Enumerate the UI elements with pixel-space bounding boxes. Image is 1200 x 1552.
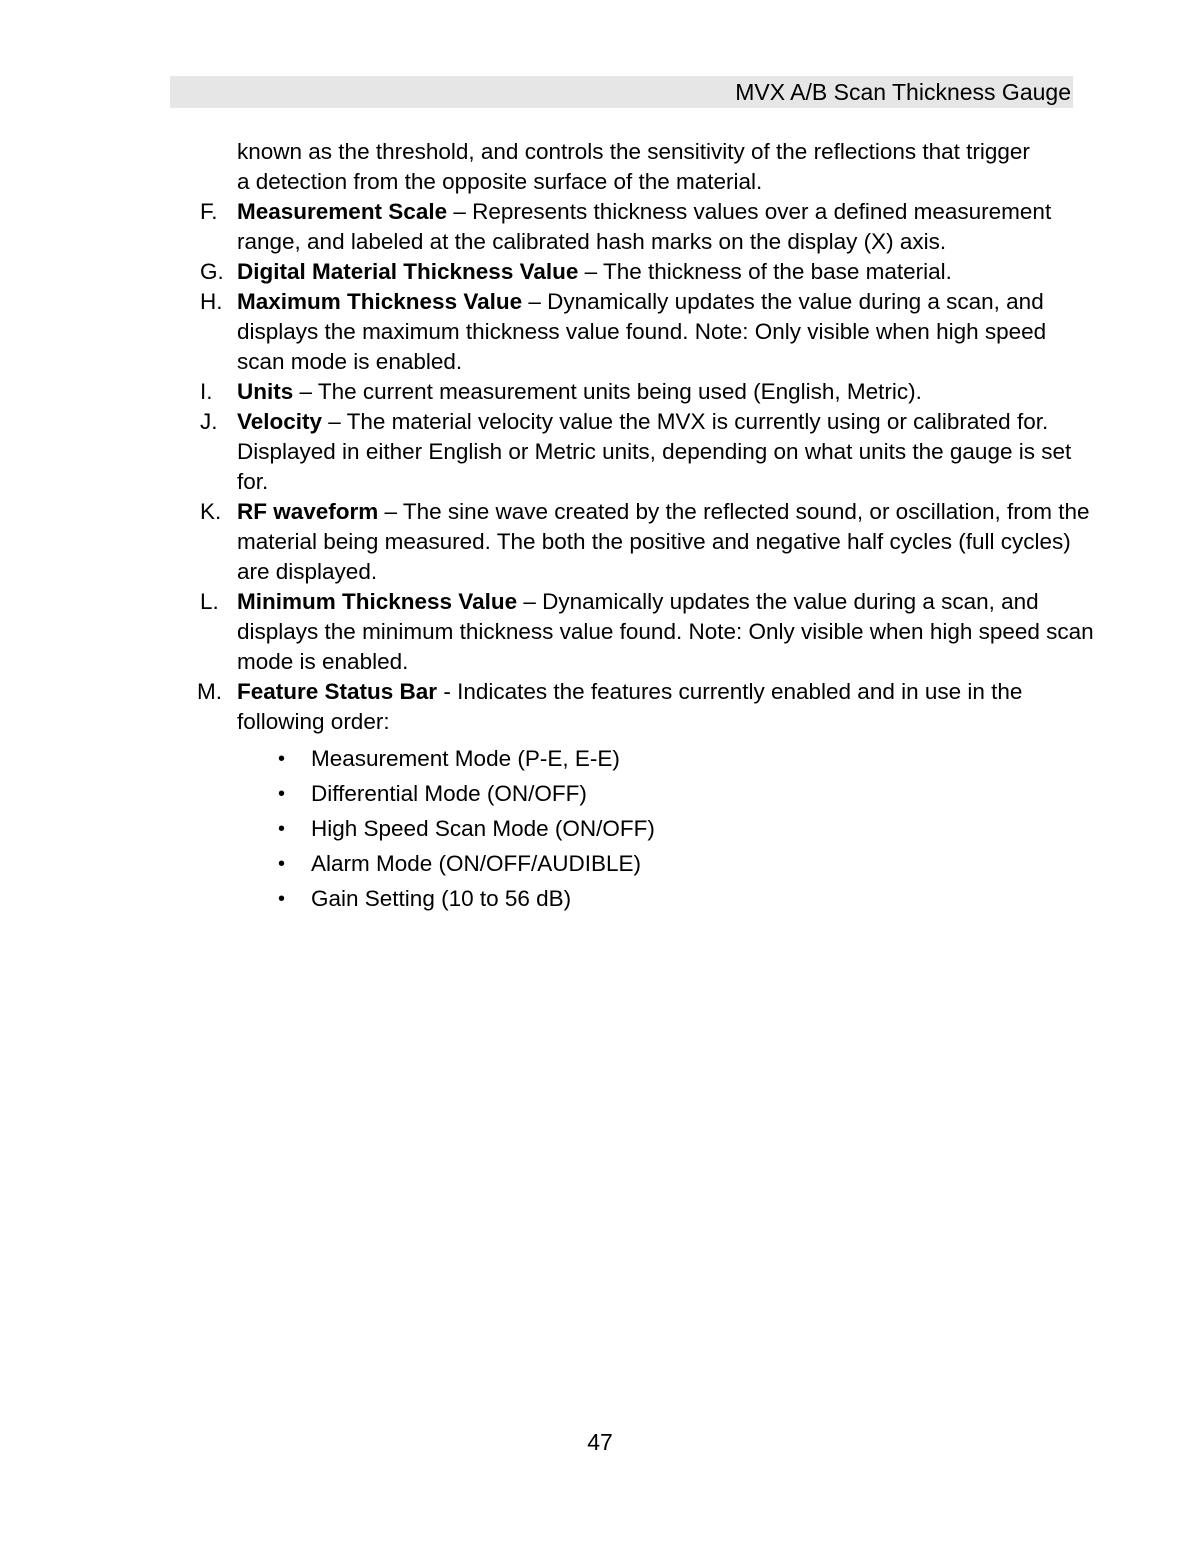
list-marker-m: M. (197, 679, 222, 704)
list-item-m-body (237, 679, 1022, 734)
list-item-g-body (237, 259, 952, 284)
list-item-k-body (237, 499, 1090, 584)
list-item-k (200, 497, 1097, 587)
list-item-l (200, 587, 1097, 677)
list-item-i-separator: – (293, 379, 318, 404)
list-marker-l: L. (200, 589, 219, 614)
bullet-label-differential-mode: Differential Mode (ON/OFF) (311, 781, 587, 806)
bullet-item-alarm-mode (278, 849, 1060, 879)
bullet-item-measurement-mode (278, 744, 1060, 774)
list-item-h-term: Maximum Thickness Value (237, 289, 523, 314)
list-item-j (200, 407, 1097, 497)
list-item-m-term: Feature Status Bar (237, 679, 438, 704)
list-item-m-description: Indicates the features currently enabled and in use in the following order: (237, 679, 1023, 734)
list-item-j-separator: – (322, 409, 347, 434)
list-marker-j: J. (200, 409, 218, 434)
list-item-l-term: Minimum Thickness Value (237, 589, 518, 614)
page-content (197, 137, 1094, 919)
list-item-f-body (237, 199, 1051, 254)
continuation-paragraph: known as the threshold, and controls the sensitivity of the reflections that trigger a detection from the opposite surface of the material. (237, 139, 1030, 194)
bullet-label-alarm-mode: Alarm Mode (ON/OFF/AUDIBLE) (311, 851, 642, 876)
list-item-j-term: Velocity (237, 409, 323, 434)
bullet-dot-icon: • (278, 853, 286, 875)
list-item-i-description: The current measurement units being used (English, Metric). (317, 379, 922, 404)
list-item-j-description: The material velocity value the MVX is currently using or calibrated for. Displayed in either English or Metric units, depending on what units the gauge is set for. (237, 409, 1072, 494)
page-number: 47 (587, 1429, 613, 1455)
bullet-item-high-speed-scan-mode (278, 814, 1060, 844)
list-item-k-term: RF waveform (237, 499, 379, 524)
feature-status-bullet-list (278, 744, 1060, 914)
list-item-h (200, 287, 1097, 377)
list-marker-h: H. (200, 289, 223, 314)
list-item-i (200, 377, 1097, 407)
list-item-l-separator: – (517, 589, 543, 614)
list-item-k-separator: – (378, 499, 403, 524)
list-item-g-description: The thickness of the base material. (603, 259, 952, 284)
list-item-g-separator: – (578, 259, 603, 284)
list-item-j-body (237, 409, 1071, 494)
list-item-i-body (237, 379, 922, 404)
bullet-dot-icon: • (278, 748, 286, 770)
list-item-f (200, 197, 1097, 257)
list-item-g (200, 257, 1097, 287)
list-item-f-description: Represents thickness values over a defined measurement range, and labeled at the calibrated hash marks on the display (X) axis. (237, 199, 1052, 254)
list-item-l-body (237, 589, 1094, 674)
list-item-m-separator: - (437, 679, 458, 704)
list-item-g-term: Digital Material Thickness Value (237, 259, 579, 284)
list-item-i-term: Units (237, 379, 294, 404)
list-item-m (197, 677, 1097, 737)
list-item-f-separator: – (447, 199, 473, 224)
page-header-band (170, 76, 1073, 108)
bullet-dot-icon: • (278, 888, 286, 910)
list-item-k-description: The sine wave created by the reflected sound, or oscillation, from the material being measured. The both the positive and negative half cycles (full cycles) are displayed. (237, 499, 1090, 584)
list-marker-g: G. (200, 259, 224, 284)
page-header-title: MVX A/B Scan Thickness Gauge (735, 78, 1071, 105)
bullet-label-measurement-mode: Measurement Mode (P-E, E-E) (311, 746, 620, 771)
list-item-l-description: Dynamically updates the value during a scan, and displays the minimum thickness value found. Note: Only visible when high speed scan mode is enabled. (237, 589, 1094, 674)
bullet-dot-icon: • (278, 783, 286, 805)
list-marker-k: K. (200, 499, 222, 524)
list-marker-i: I. (200, 379, 213, 404)
bullet-dot-icon: • (278, 818, 286, 840)
bullet-label-gain-setting: Gain Setting (10 to 56 dB) (311, 886, 572, 911)
bullet-label-high-speed-scan-mode: High Speed Scan Mode (ON/OFF) (311, 816, 655, 841)
bullet-item-differential-mode (278, 779, 1060, 809)
list-item-h-body (237, 289, 1046, 374)
list-item-f-term: Measurement Scale (237, 199, 448, 224)
list-item-h-description: Dynamically updates the value during a scan, and displays the maximum thickness value found. Note: Only visible when high speed scan mode is enabled. (237, 289, 1047, 374)
list-item-h-separator: – (522, 289, 548, 314)
bullet-item-gain-setting (278, 884, 1060, 914)
list-marker-f: F. (200, 199, 218, 224)
